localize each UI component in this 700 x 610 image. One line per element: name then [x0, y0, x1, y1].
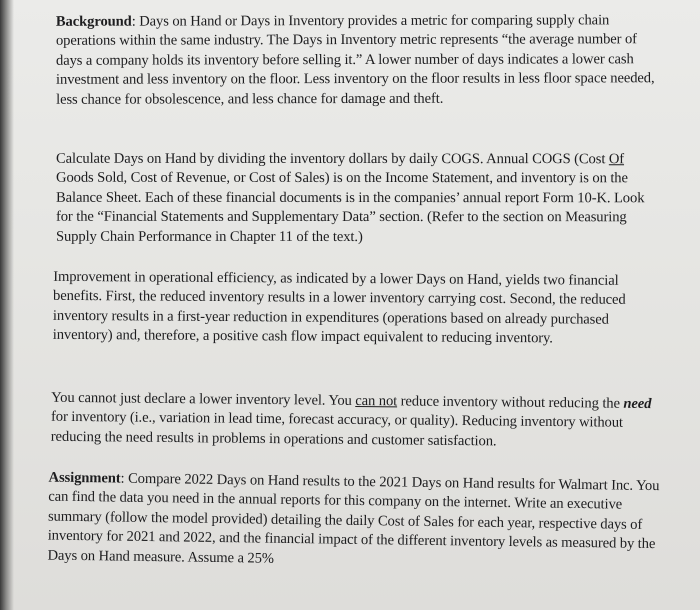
cannot-text-middle: reduce inventory without reducing the [397, 393, 624, 412]
background-paragraph [56, 11, 662, 110]
improvement-paragraph: Improvement in operational efficiency, as indicated by a lower Days on Hand, yields two financial benefits. First, the reduced inventory results in a lower inventory carrying cost. Second, the reduced inventory results in a first-year reduction in expenditures (operations based on already purchased inventory) and, therefore, a positive cash flow impact equivalent to reducing inventory. [52, 268, 626, 347]
cannot-paragraph [51, 389, 672, 454]
calculate-text-before: Calculate Days on Hand by dividing the inventory dollars by daily COGS. Annual COGS (Cost [56, 150, 609, 168]
cannot-emphasis-word: need [623, 395, 652, 413]
background-text: : Days on Hand or Days in Inventory provides a metric for comparing supply chain operations within the same industry. The Days in Inventory metric represents “the average number of days a company holds its inventory before selling it.” A lower number of days indicates a lower cash investment and less inventory on the floor. Less inventory on the floor results in less floor space needed, less chance for obsolescence, and less chance for damage and theft. [55, 12, 655, 108]
cannot-underlined-phrase: can not [355, 392, 398, 410]
assignment-label: Assignment [48, 469, 121, 487]
cannot-text-after: for inventory (i.e., variation in lead time, forecast accuracy, or quality). Reducing inventory without reducing the need results in problems in operations and customer satisfaction. [50, 409, 623, 450]
calculate-text-after: Goods Sold, Cost of Revenue, or Cost of Sales) is on the Income Statement, and inventory is on the Balance Sheet. Each of these financial documents is in the companies’ annual report Form 10-K. Look for the “Financial Statements and Supplementary Data” section. (Refer to the section on Measuring Supply Chain Performance in Chapter 11 of the text.) [55, 170, 645, 245]
cannot-text-before: You cannot just declare a lower inventory level. You [51, 389, 356, 409]
assignment-text: : Compare 2022 Days on Hand results to the 2021 Days on Hand results for Walmart Inc. You can find the data you need in the annual reports for this company on the internet. Write an executive summary (follow the model provided) detailing the daily Cost of Sales for each year, respective days of inventory for 2021 and 2022, and the financial impact of the different inventory levels as measured by the Days on Hand measure. Assume a 25% [47, 470, 660, 567]
assignment-paragraph [47, 469, 678, 575]
calculate-paragraph [56, 150, 664, 248]
calculate-underlined-word: Of [608, 151, 625, 168]
background-label: Background [55, 13, 132, 30]
